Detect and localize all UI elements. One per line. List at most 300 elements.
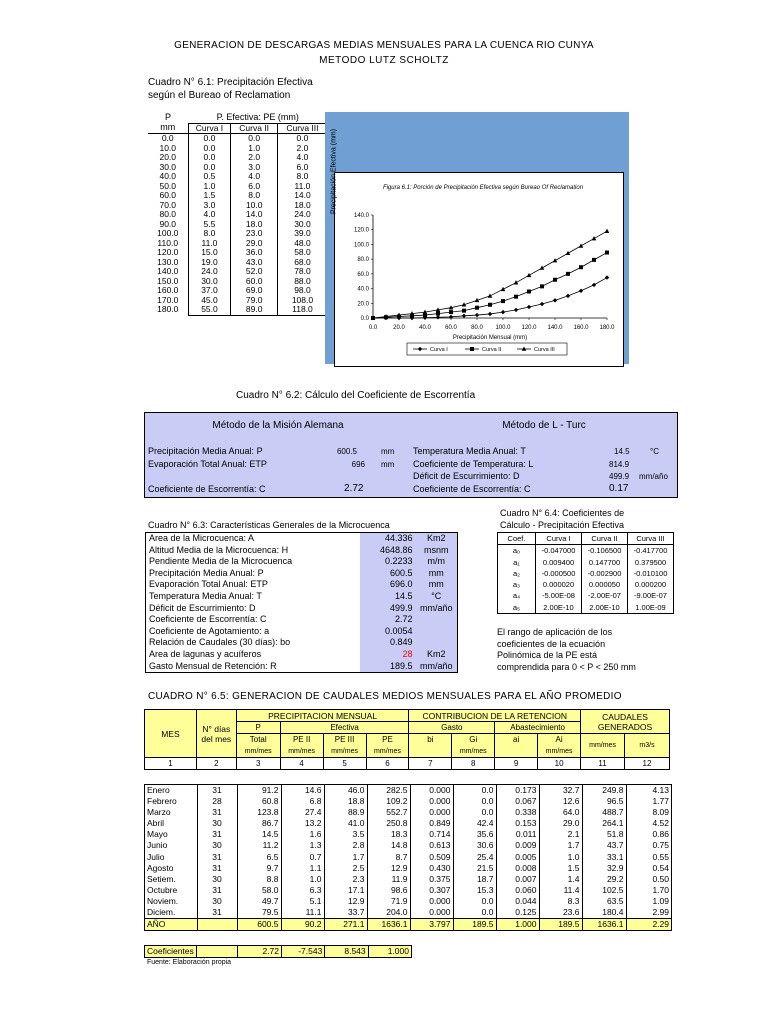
c63-value: 600.5 [360,568,416,580]
c63-value: 499.9 [360,603,416,615]
c61-cell: 3.0 [231,163,278,173]
c65-cell: 18.7 [453,874,496,885]
c65-cell: 109.2 [367,796,410,807]
c65-cell: 0.000 [410,907,453,919]
c62-value-coef: 2.72 [344,483,364,494]
c62-header-left: Método de la Misión Alemana [212,420,344,431]
c64-note-line4: comprendida para 0 < P < 250 mm [497,661,636,672]
c61-cell: 6.0 [231,182,278,192]
c65-header-pe [366,734,409,758]
c65-cell: 0.86 [626,829,671,840]
chart-title: Figura 6.1: Porción de Precipitación Efectiva según Bureao Of Reclamation [382,185,584,191]
c65-cell: 5.1 [281,896,324,907]
chart-ylabel: Precipitación Efectiva (mm) [330,128,338,215]
c63-unit: mm/año [416,661,458,673]
c64-cell: -2.00E-07 [582,590,628,601]
c61-cell: 39.0 [277,229,327,239]
c65-cell: 0.000 [410,807,453,818]
c65-cell: 0.0 [453,785,496,796]
c65-year-cell: 1.000 [496,919,539,931]
c64-header-cell: Curva I [536,533,582,545]
c65-cell: 88.9 [324,807,367,818]
c64-caption-line1: Cuadro N° 6.4: Coeficientes de [500,508,625,518]
c61-cell: 68.0 [277,258,327,268]
c63-value: 0.849 [360,637,416,649]
c65-header-total-unit: mm/mes [244,748,272,755]
c63-row [146,661,458,673]
c63-label: Evaporación Total Anual: ETP [149,579,268,590]
c61-cell: 4.0 [277,153,327,163]
chart-data-point [566,272,570,276]
c65-cell: 35.6 [453,829,496,840]
chart-data-point [527,305,531,309]
c61-cell: 110.0 [157,237,179,248]
c65-col-number: 6 [366,758,409,770]
c63-row [146,603,458,615]
c65-cell: 86.7 [237,818,281,829]
chart-data-point [462,314,466,318]
c62-label-ltemp: Coeficiente de Temperatura: L [413,459,534,469]
c65-cell: 28 [197,796,237,807]
c64-cell: -0.002900 [582,568,628,579]
c61-cell: 140.0 [157,266,179,276]
c63-label: Area de lagunas y acuíferos [149,648,262,659]
c65-cell: Noviem. [147,895,179,906]
c63-label: Area de la Microcuenca: A [149,533,255,543]
chart-svg [335,173,623,366]
c63-value: 4648.86 [360,545,416,557]
c65-cell: 31 [197,785,237,796]
c61-cell: 48.0 [277,239,327,249]
c61-cell: 55.0 [188,305,231,315]
c65-cell: 0.54 [626,863,671,874]
chart-data-point [514,295,518,299]
c61-cell: 29.0 [231,239,278,249]
c65-header-total-label: Total [249,735,267,744]
c65-col-number: 11 [581,758,625,770]
c65-year-cell: 1636.1 [367,919,410,931]
c65-year-row [145,919,671,931]
c65-header-p: P [236,722,280,734]
c65-cell: 123.8 [237,807,281,818]
c63-unit: msnm [416,545,458,557]
chart-data-point [553,298,557,302]
c64-row [498,602,674,614]
c61-header-p: P [164,112,171,123]
chart-data-point [540,284,544,288]
c65-cell: 31 [197,885,237,896]
c65-year-cell: AÑO [145,919,197,931]
c65-cell: 1.0 [539,852,582,863]
chart-data-point [501,299,505,303]
chart-x-tick-label: 120.0 [521,325,537,331]
c65-cell: 0.338 [496,807,539,818]
c63-row [146,637,458,649]
c61-cell: 2.0 [277,144,327,154]
c65-cell: 282.5 [367,785,410,796]
c61-table [148,113,328,316]
c65-header-table [144,709,670,770]
c65-cell: 63.5 [582,896,626,907]
c63-row [146,533,458,545]
c63-label: Precipitación Media Anual: P [149,567,264,578]
c65-col-number: 5 [323,758,366,770]
c65-coef-cell: Coeficientes [147,946,194,956]
c61-cell: 0.0 [161,133,174,143]
c65-cell: 0.0 [453,807,496,818]
c63-row [146,568,458,580]
c63-unit: °C [416,591,458,603]
c65-cell: 13.2 [281,818,324,829]
c65-cell: 488.7 [582,807,626,818]
c63-row [146,614,458,626]
c62-caption: Cuadro N° 6.2: Cálculo del Coeficiente de Escorrentía [236,390,476,401]
c65-cell: 31 [197,829,237,840]
c63-row [146,579,458,591]
c65-cell: 31 [197,863,237,874]
chart-data-point [579,289,583,293]
c63-value: 28 [360,649,416,661]
c63-row [146,556,458,568]
c65-cell: Febrero [147,796,177,807]
c61-cell: 0.5 [188,172,231,182]
chart-x-tick-label: 60.0 [445,325,457,331]
c65-cell: 33.7 [324,907,367,919]
c65-month-row [145,852,671,863]
c64-cell: -0.010100 [628,568,674,579]
c61-cell: 98.0 [277,286,327,296]
c65-col-number: 10 [538,758,581,770]
c61-row [148,134,328,144]
c65-month-row [145,874,671,885]
c61-cell: 150.0 [157,275,179,286]
c65-cell: 0.005 [496,852,539,863]
c65-coef-cell: 1.000 [368,946,411,958]
c63-value: 44.336 [360,533,416,545]
c65-cell: 0.008 [496,863,539,874]
c64-table [497,532,674,614]
c61-header-curva1: Curva I [188,123,231,134]
c65-header-precip: PRECIPITACION MENSUAL [236,710,409,722]
c65-cell: 0.75 [626,840,671,851]
c64-cell: 0.000200 [628,579,674,590]
chart-y-tick-label: 100.0 [353,242,369,249]
c64-row [498,579,674,590]
c64-cell: 1.00E-09 [628,602,674,614]
chart-data-point [540,265,545,269]
c65-month-row [145,785,671,796]
chart-legend-label: Curva I [430,347,448,353]
c62-unit-deficit: mm/año [639,472,668,481]
chart-data-point [514,308,518,312]
c62-label-temp: Temperatura Media Anual: T [413,446,526,456]
chart-data-point [475,306,479,310]
c62-value-ltemp: 814.9 [609,460,630,469]
c64-cell: 0.147700 [582,557,628,568]
c65-cell: 18.3 [367,829,410,840]
c65-cell: 31 [197,807,237,818]
c64-header-cell: Coef. [498,533,536,545]
chart-data-point [475,313,479,317]
c65-cell: 250.8 [367,818,410,829]
c65-cell: 0.011 [496,829,539,840]
c61-cell: 70.0 [159,199,177,210]
chart-y-tick-label: 120.0 [353,227,369,234]
c63-unit: m/m [416,556,458,568]
c65-cell: 0.307 [410,885,453,896]
c65-cell: 31 [197,852,237,863]
c63-caption: Cuadro N° 6.3: Características Generales de la Microcuenca [148,520,390,530]
c65-col-number: 2 [196,758,236,770]
c65-cell: 1.4 [539,874,582,885]
c65-cell: 30 [197,896,237,907]
chart-data-point [449,315,453,319]
c65-header-pe2-unit: mm/mes [288,748,316,755]
c61-cell: 108.0 [277,296,327,306]
c64-cell: 0.009400 [536,557,582,568]
c61-cell: 10.0 [231,201,278,211]
chart-data-point [605,229,610,233]
c65-year-cell: 3.797 [410,919,453,931]
c62-header-right: Método de L - Turc [502,420,586,431]
chart-y-tick-label: 20.0 [357,301,369,308]
c65-header-mes: MES [145,710,197,758]
c65-cell: 1.1 [281,863,324,874]
c65-body-wrap [144,784,672,931]
c65-year-cell: 1636.1 [582,919,626,931]
c64-cell: 2.00E-10 [582,602,628,614]
c65-cell: 0.000 [410,896,453,907]
c65-cell: Mayo [147,829,168,840]
c61-cell: 5.5 [188,220,231,230]
chart-legend-marker [470,347,474,351]
chart-data-point [553,258,558,262]
c65-cell: 25.4 [453,852,496,863]
c65-cell: 1.7 [539,840,582,851]
c65-cell: 33.1 [582,852,626,863]
c64-cell: a₁ [498,557,536,568]
c65-cell: 0.55 [626,852,671,863]
c63-label: Coeficiente de Escorrentía: C [149,614,267,625]
c65-cell: Enero [147,785,170,795]
c65-col-number: 9 [495,758,538,770]
c65-cell: 51.8 [582,829,626,840]
c62-value-deficit: 499.9 [609,472,630,481]
c62-label-etp: Evaporación Total Anual: ETP [148,459,267,469]
c61-cell: 45.0 [188,296,231,306]
c65-cell: 98.6 [367,885,410,896]
c63-table [145,532,458,673]
c61-cell: 0.0 [188,163,231,173]
c65-cell: 30 [197,874,237,885]
c65-cell: 0.044 [496,896,539,907]
c63-value: 2.72 [360,614,416,626]
c65-cell: 21.5 [453,863,496,874]
c65-year-cell: 2.29 [626,919,671,931]
c64-header-cell: Curva II [582,533,628,545]
c65-month-row [145,896,671,907]
c61-cell: 80.0 [159,209,177,219]
c63-row [146,545,458,557]
c65-cell: 4.13 [626,785,671,796]
c64-note-line3: Polinómica de la PE está [497,650,598,660]
c61-cell: 43.0 [231,258,278,268]
c65-cell: 8.09 [626,807,671,818]
c62-unit-precip: mm [381,447,395,456]
c63-unit [416,626,458,638]
c65-header-abast: Abastecimiento [495,722,581,734]
c64-row [498,590,674,601]
c65-header-pe2 [280,734,323,758]
chart-area [334,172,624,367]
c61-cell: 88.0 [277,277,327,287]
c65-cell: 11.2 [237,840,281,851]
chart-x-tick-label: 80.0 [471,325,483,331]
chart-data-point [566,294,570,298]
c65-month-row [145,885,671,896]
c65-year-cell: 271.1 [324,919,367,931]
c64-cell: a₀ [498,545,536,557]
c65-header-caudal-mm: mm/mes [581,734,625,758]
c65-header-pe-label: PE [382,735,393,744]
c62-value-coef-turc: 0.17 [609,483,629,494]
c62-label-deficit: Déficit de Escurrimiento: D [413,471,520,481]
c64-cell: -0.047000 [536,545,582,557]
c65-cell: 0.153 [496,818,539,829]
c65-cell: 23.6 [539,907,582,919]
c65-header-pe2-label: PE II [292,735,311,744]
c61-cell: 130.0 [157,256,179,267]
c61-cell: 30.0 [159,161,177,172]
c65-cell: Abril [147,818,165,829]
c65-cell: 8.7 [367,852,410,863]
c64-note [497,627,677,673]
c61-cell: 18.0 [277,201,327,211]
c65-header-ai-label: ai [513,735,520,744]
c65-cell: 6.5 [237,852,281,863]
c61-cell: 180.0 [157,304,179,315]
c65-cell: 0.000 [410,796,453,807]
c62-unit-etp: mm [381,460,395,469]
c61-cell: 37.0 [188,286,231,296]
c65-cell: 0.430 [410,863,453,874]
c64-cell: a₄ [498,590,536,601]
c62-unit-temp: °C [650,447,659,456]
c61-cell: 14.0 [231,210,278,220]
chart-data-point [436,315,440,319]
c65-body-table [145,785,671,930]
c65-cell: 0.009 [496,840,539,851]
c61-cell: 0.0 [188,144,231,154]
c63-unit: Km2 [416,533,458,545]
c65-cell: 552.7 [367,807,410,818]
c65-cell: Octubre [147,884,178,895]
c65-cell: 58.0 [237,885,281,896]
c65-cell: 1.6 [281,829,324,840]
c65-cell: 204.0 [367,907,410,919]
c63-value: 14.5 [360,591,416,603]
c61-cell: 50.0 [159,180,177,191]
c64-cell: -0.106500 [582,545,628,557]
c64-cell: -5.00E-08 [536,590,582,601]
c61-cell: 79.0 [231,296,278,306]
c65-header-ai [495,734,538,758]
chart-data-point [579,265,583,269]
c65-header-bi-label: bi [427,735,434,744]
c65-cell: 46.0 [324,785,367,796]
c64-cell: -9.00E-07 [628,590,674,601]
c65-year-cell: 90.2 [281,919,324,931]
c63-value: 696.0 [360,579,416,591]
chart-y-tick-label: 60.0 [357,271,369,278]
c63-value: 189.5 [360,661,416,673]
c65-cell: 0.000 [410,785,453,796]
c65-header-total [236,734,280,758]
c65-coef-cell [197,946,237,958]
c65-cell: 8.3 [539,896,582,907]
c61-header-pe: P. Efectiva: PE (mm) [188,113,328,123]
c63-table-wrap [145,532,458,673]
chart-data-point [540,302,544,306]
c65-cell: 4.52 [626,818,671,829]
c65-month-row [145,818,671,829]
c65-cell: 91.2 [237,785,281,796]
c65-month-row [145,840,671,851]
c65-cell: 18.8 [324,796,367,807]
c61-cell: 11.0 [188,239,231,249]
c61-cell: 160.0 [157,285,179,295]
c62-value-precip: 600.5 [336,447,357,456]
c61-cell: 23.0 [231,229,278,239]
c62-value-etp: 696 [351,460,365,469]
c64-cell: a₃ [498,579,536,590]
c64-header-cell: Curva III [628,533,674,545]
c65-cell: 6.8 [281,796,324,807]
c61-cell: 90.0 [159,218,177,229]
c65-coef-wrap [144,945,412,958]
c61-cell: 78.0 [277,267,327,277]
c61-cell: 30.0 [188,277,231,287]
c65-cell: 1.0 [281,874,324,885]
chart-x-tick-label: 20.0 [393,325,405,331]
c61-cell: 69.0 [231,286,278,296]
c65-cell: 12.6 [539,796,582,807]
c64-note-line1: El rango de aplicación de los [497,627,613,637]
c65-cell: 29.2 [582,874,626,885]
c61-cell: 89.0 [231,305,278,315]
c63-unit: mm/año [416,603,458,615]
c64-cell: 0.000050 [582,579,628,590]
c62-panel [144,412,678,498]
c64-cell: 0.379500 [628,557,674,568]
c65-coef-cell: -7.543 [282,946,325,958]
c61-header-curva3: Curva III [277,123,327,134]
c61-cell: 0.0 [188,153,231,163]
c65-cell: 64.0 [539,807,582,818]
chart-y-tick-label: 140.0 [353,213,369,219]
c65-cell: 264.1 [582,818,626,829]
c62-label-coef: Coeficiente de Escorrentía: C [148,484,266,494]
chart-y-tick-label: 80.0 [357,257,369,264]
c65-cell: 32.9 [582,863,626,874]
c61-cell: 19.0 [188,258,231,268]
c65-cell: 17.1 [324,885,367,896]
c63-label: Pendiente Media de la Microcuenca [149,556,293,567]
c63-unit: mm [416,568,458,580]
chart-data-point [553,278,557,282]
c65-cell: 11.1 [281,907,324,919]
c64-cell: -0.417700 [628,545,674,557]
